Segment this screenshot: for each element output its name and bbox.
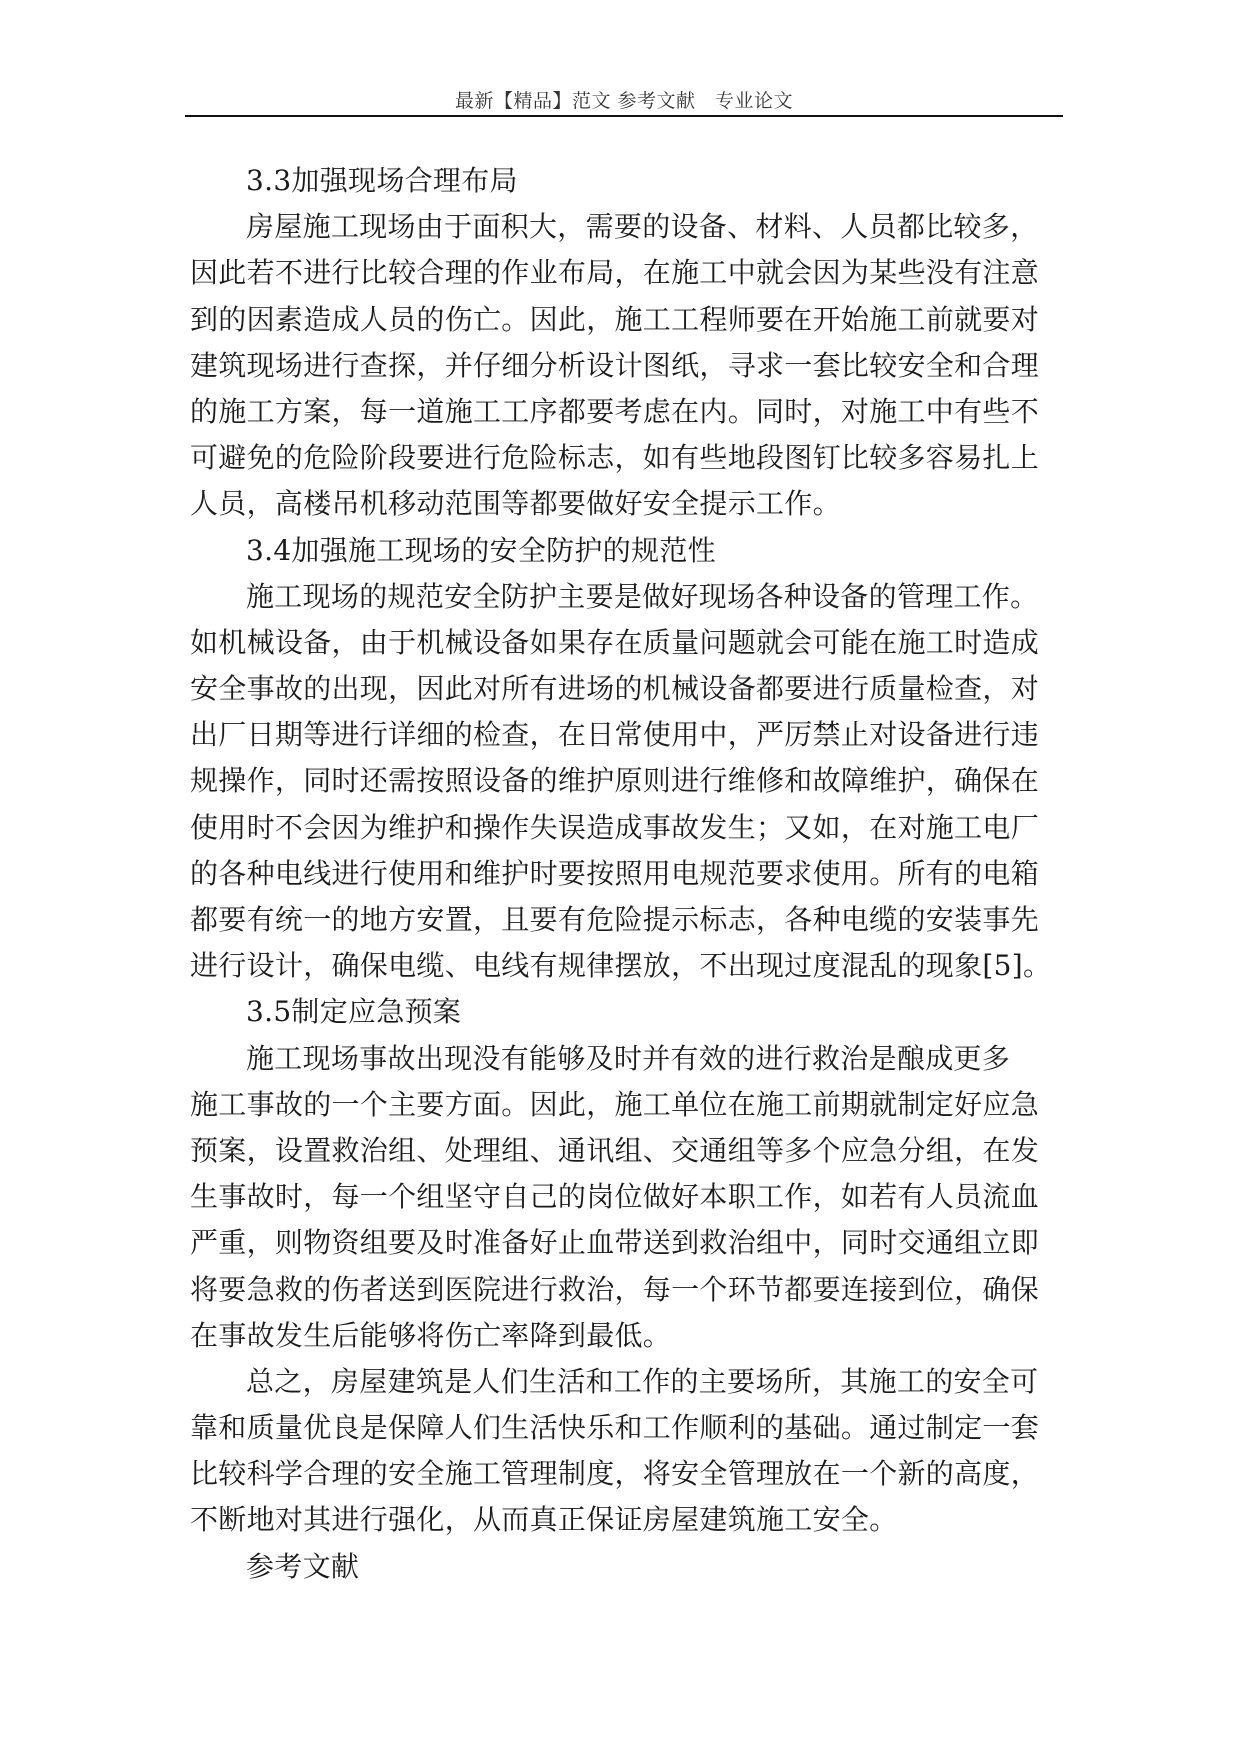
paragraph-line: 的各种电线进行使用和维护时要按照用电规范要求使用。所有的电箱 xyxy=(190,856,1040,890)
paragraph-line: 总之，房屋建筑是人们生活和工作的主要场所，其施工的安全可 xyxy=(246,1364,1039,1398)
paragraph-line: 房屋施工现场由于面积大，需要的设备、材料、人员都比较多， xyxy=(246,210,1039,244)
section-heading: 3.4加强施工现场的安全防护的规范性 xyxy=(246,533,716,567)
paragraph-line: 到的因素造成人员的伤亡。因此，施工工程师要在开始施工前就要对 xyxy=(190,302,1040,336)
paragraph-line: 施工现场事故出现没有能够及时并有效的进行救治是酿成更多 xyxy=(246,1041,1011,1075)
paragraph-line: 预案，设置救治组、处理组、通讯组、交通组等多个应急分组，在发 xyxy=(190,1133,1040,1167)
paragraph-line: 可避免的危险阶段要进行危险标志，如有些地段图钉比较多容易扎上 xyxy=(190,441,1040,475)
paragraph-line: 将要急救的伤者送到医院进行救治，每一个环节都要连接到位，确保 xyxy=(190,1272,1040,1306)
paragraph-line: 生事故时，每一个组坚守自己的岗位做好本职工作，如若有人员流血 xyxy=(190,1180,1040,1214)
paragraph-line: 不断地对其进行强化，从而真正保证房屋建筑施工安全。 xyxy=(190,1503,898,1537)
document-body xyxy=(190,158,1060,1590)
paragraph-line: 在事故发生后能够将伤亡率降到最低。 xyxy=(190,1318,672,1352)
paragraph-line: 比较科学合理的安全施工管理制度，将安全管理放在一个新的高度， xyxy=(190,1457,1040,1491)
page-header: 最新【精品】范文 参考文献 专业论文 xyxy=(454,90,794,112)
paragraph-line: 规操作，同时还需按照设备的维护原则进行维修和故障维护，确保在 xyxy=(190,764,1040,798)
paragraph-line: 靠和质量优良是保障人们生活快乐和工作顺利的基础。通过制定一套 xyxy=(190,1411,1040,1445)
paragraph-line: 如机械设备，由于机械设备如果存在质量问题就会可能在施工时造成 xyxy=(190,625,1040,659)
section-heading: 3.5制定应急预案 xyxy=(246,995,462,1029)
paragraph-line: 都要有统一的地方安置，且要有危险提示标志，各种电缆的安装事先 xyxy=(190,903,1040,936)
paragraph-line: 施工现场的规范安全防护主要是做好现场各种设备的管理工作。 xyxy=(246,579,1039,613)
section-heading: 参考文献 xyxy=(246,1549,360,1583)
paragraph-line: 严重，则物资组要及时准备好止血带送到救治组中，同时交通组立即 xyxy=(190,1226,1040,1260)
section-heading: 3.3加强现场合理布局 xyxy=(246,164,518,197)
paragraph-line: 的施工方案，每一道施工工序都要考虑在内。同时，对施工中有些不 xyxy=(190,394,1040,428)
paragraph-line: 人员，高楼吊机移动范围等都要做好安全提示工作。 xyxy=(190,487,841,521)
paragraph-line: 出厂日期等进行详细的检查，在日常使用中，严厉禁止对设备进行违 xyxy=(190,718,1040,752)
paragraph-line: 建筑现场进行查探，并仔细分析设计图纸，寻求一套比较安全和合理 xyxy=(190,348,1040,382)
paragraph-line: 因此若不进行比较合理的作业布局，在施工中就会因为某些没有注意 xyxy=(190,256,1040,290)
paragraph-line: 使用时不会因为维护和操作失误造成事故发生；又如，在对施工电厂 xyxy=(190,810,1040,844)
paragraph-line: 进行设计，确保电缆、电线有规律摆放，不出现过度混乱的现象[5]。 xyxy=(190,949,1052,983)
paragraph-line: 施工事故的一个主要方面。因此，施工单位在施工前期就制定好应急 xyxy=(190,1087,1040,1121)
paragraph-line: 安全事故的出现，因此对所有进场的机械设备都要进行质量检查，对 xyxy=(190,672,1040,706)
header-divider xyxy=(185,115,1063,117)
